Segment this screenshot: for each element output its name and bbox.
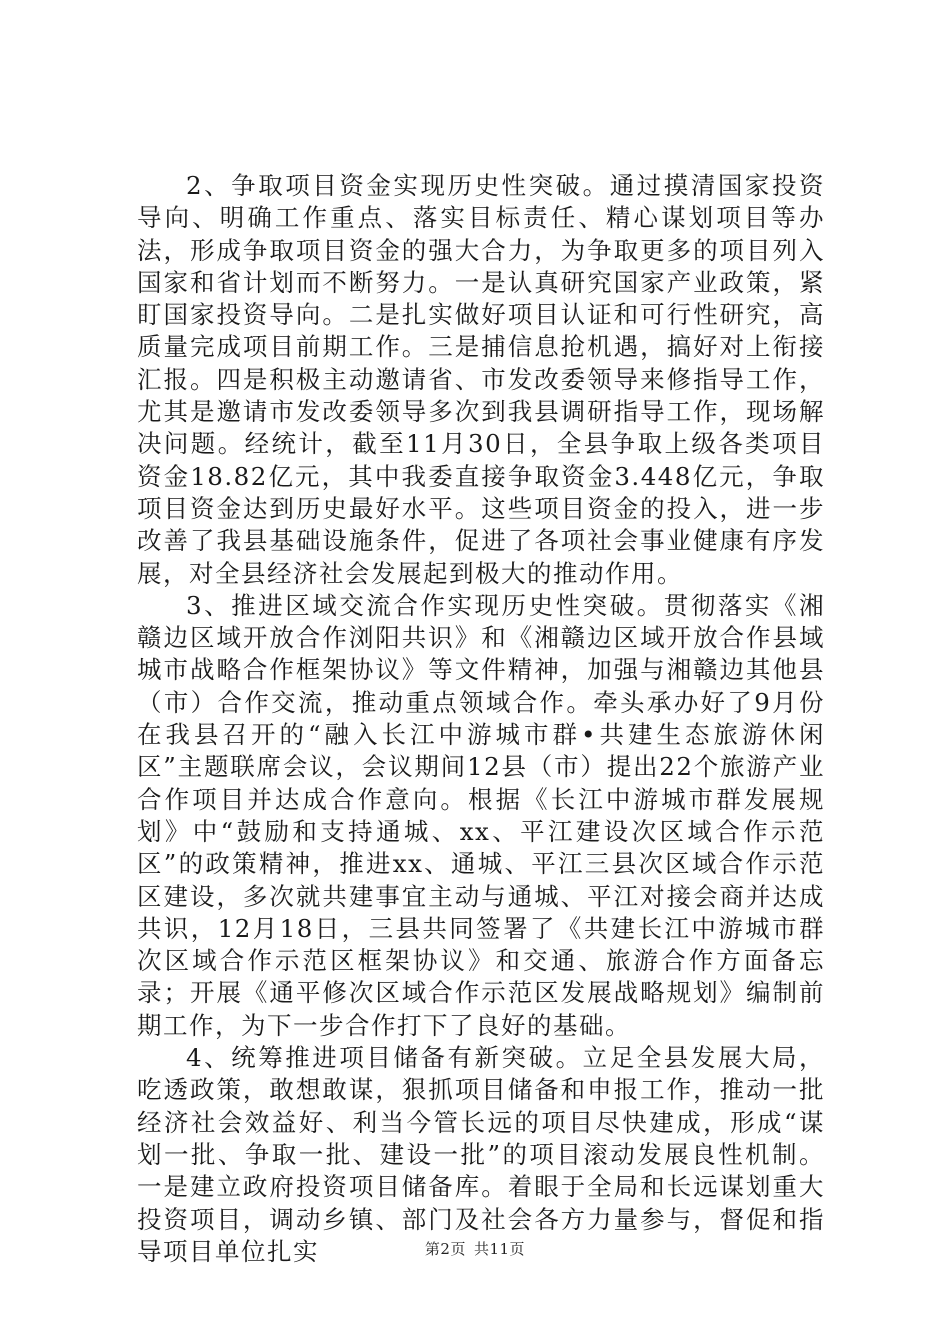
page-number-current: 第2页 [424, 1240, 466, 1258]
document-body [137, 170, 825, 1268]
paragraph-regional-cooperation: 3、推进区域交流合作实现历史性突破。贯彻落实《湘赣边区域开放合作浏阳共识》和《湘赣边区域开放合作县域城市战略合作框架协议》等文件精神，加强与湘赣边其他县（市）合作交流，推动重点领域合作。牵头承办好了9月份在我县召开的“融入长江中游城市群•共建生态旅游休闲区”主题联席会议，会议期间12县（市）提出22个旅游产业合作项目并达成合作意向。根据《长江中游城市群发展规划》中“鼓励和支持通城、xx、平江建设次区域合作示范区”的政策精神，推进xx、通城、平江三县次区域合作示范区建设，多次就共建事宜主动与通城、平江对接会商并达成共识，12月18日，三县共同签署了《共建长江中游城市群次区域合作示范区框架协议》和交通、旅游合作方面备忘录；开展《通平修次区域合作示范区发展战略规划》编制前期工作，为下一步合作打下了良好的基础。 [137, 590, 825, 1040]
page-number-total: 共11页 [473, 1240, 526, 1258]
paragraph-project-funding: 2、争取项目资金实现历史性突破。通过摸清国家投资导向、明确工作重点、落实目标责任、精心谋划项目等办法，形成争取项目资金的强大合力，为争取更多的项目列入国家和省计划而不断努力。一是认真研究国家产业政策，紧盯国家投资导向。二是扎实做好项目认证和可行性研究，高质量完成项目前期工作。三是捕信息抢机遇，搞好对上衔接汇报。四是积极主动邀请省、市发改委领导来修指导工作，尤其是邀请市发改委领导多次到我县调研指导工作，现场解决问题。经统计，截至11月30日，全县争取上级各类项目资金18.82亿元，其中我委直接争取资金3.448亿元，争取项目资金达到历史最好水平。这些项目资金的投入，进一步改善了我县基础设施条件，促进了各项社会事业健康有序发展，对全县经济社会发展起到极大的推动作用。 [137, 171, 825, 588]
paragraph-project-reserve: 4、统筹推进项目储备有新突破。立足全县发展大局，吃透政策，敢想敢谋，狠抓项目储备和申报工作，推动一批经济社会效益好、利当今管长远的项目尽快建成，形成“谋划一批、争取一批、建设一批”的项目滚动发展良性机制。一是建立政府投资项目储备库。着眼于全局和长远谋划重大投资项目，调动乡镇、部门及社会各方力量参与，督促和指导项目单位扎实 [137, 1043, 825, 1266]
page-footer [0, 1238, 950, 1259]
